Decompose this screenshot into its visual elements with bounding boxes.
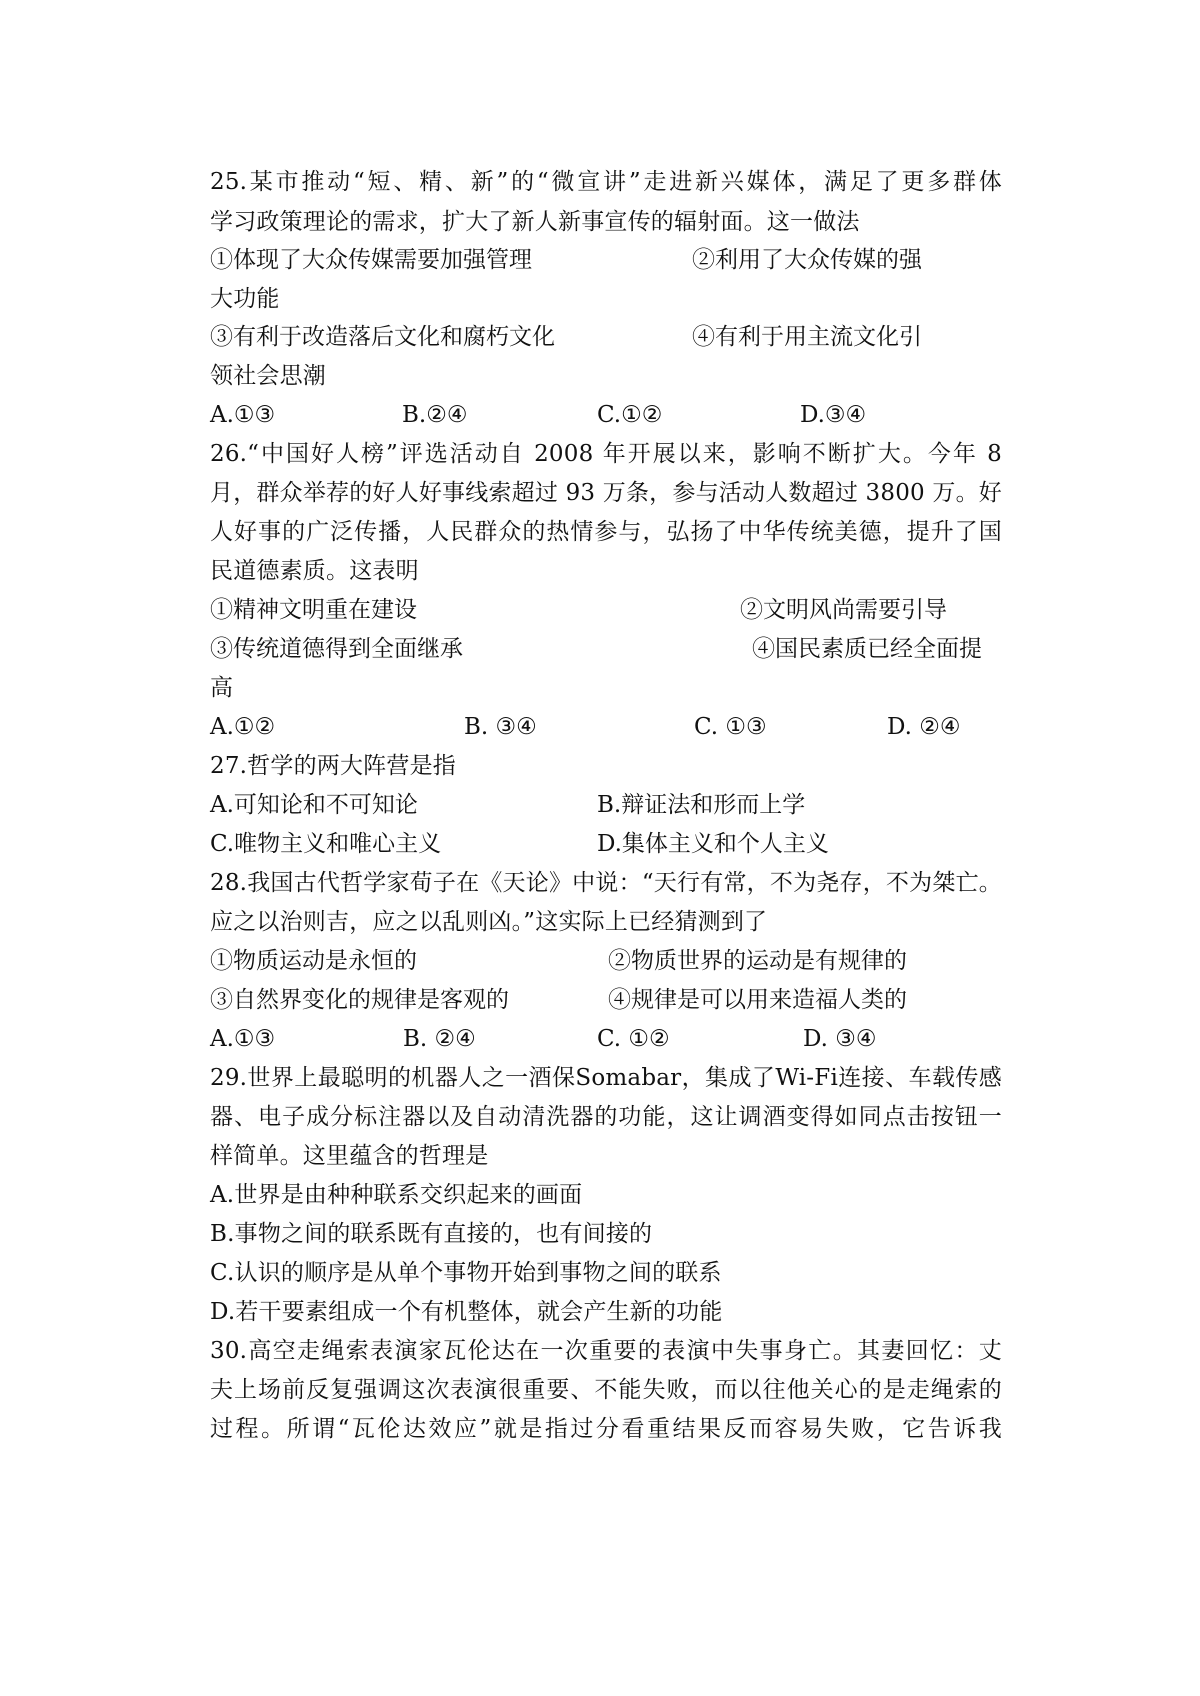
q26-stem-line-1: 26.“中国好人榜”评选活动自 2008 年开展以来，影响不断扩大。今年 8 bbox=[210, 441, 1002, 467]
q30-stem-line-2: 夫上场前反复强调这次表演很重要、不能失败，而以往他关心的是走绳索的 bbox=[210, 1377, 1002, 1403]
q25-statement-2: ②利用了大众传媒的强 bbox=[692, 247, 922, 273]
q26-option-a: A.①② bbox=[210, 714, 276, 740]
q25-statement-2-wrap: 大功能 bbox=[210, 286, 280, 312]
q29-stem-line-3: 样简单。这里蕴含的哲理是 bbox=[210, 1143, 489, 1169]
q28-statement-4: ④规律是可以用来造福人类的 bbox=[608, 987, 907, 1013]
q30-stem-line-1: 30.高空走绳索表演家瓦伦达在一次重要的表演中失事身亡。其妻回忆：丈 bbox=[210, 1338, 1002, 1364]
q27-option-a: A.可知论和不可知论 bbox=[210, 792, 418, 818]
q26-option-d: D. ②④ bbox=[887, 714, 961, 740]
q27-option-c: C.唯物主义和唯心主义 bbox=[210, 831, 442, 857]
q28-option-b: B. ②④ bbox=[403, 1026, 476, 1052]
q27-stem: 27.哲学的两大阵营是指 bbox=[210, 753, 456, 779]
q25-option-d: D.③④ bbox=[800, 402, 867, 428]
q29-option-d: D.若干要素组成一个有机整体，就会产生新的功能 bbox=[210, 1299, 723, 1325]
q26-statement-4-wrap: 高 bbox=[210, 675, 234, 701]
q26-statement-2: ②文明风尚需要引导 bbox=[740, 597, 947, 623]
q26-statement-1: ①精神文明重在建设 bbox=[210, 597, 417, 623]
q28-statement-3: ③自然界变化的规律是客观的 bbox=[210, 987, 509, 1013]
q29-stem-line-2: 器、电子成分标注器以及自动清洗器的功能，这让调酒变得如同点击按钮一 bbox=[210, 1104, 1002, 1130]
q29-stem-line-1: 29.世界上最聪明的机器人之一酒保Somabar，集成了Wi-Fi连接、车载传感 bbox=[210, 1065, 1002, 1091]
q25-stem-line-2: 学习政策理论的需求，扩大了新人新事宣传的辐射面。这一做法 bbox=[210, 209, 860, 235]
q28-statement-2: ②物质世界的运动是有规律的 bbox=[608, 948, 907, 974]
q27-option-d: D.集体主义和个人主义 bbox=[597, 831, 829, 857]
q26-statement-4: ④国民素质已经全面提 bbox=[752, 636, 982, 662]
q28-stem-line-1: 28.我国古代哲学家荀子在《天论》中说：“天行有常，不为尧存，不为桀亡。 bbox=[210, 870, 1002, 896]
q28-option-a: A.①③ bbox=[210, 1026, 276, 1052]
q29-option-a: A.世界是由种种联系交织起来的画面 bbox=[210, 1182, 583, 1208]
q28-option-d: D. ③④ bbox=[803, 1026, 877, 1052]
q25-option-b: B.②④ bbox=[402, 402, 468, 428]
q25-option-c: C.①② bbox=[597, 402, 663, 428]
q27-option-b: B.辩证法和形而上学 bbox=[597, 792, 806, 818]
q26-stem-line-3: 人好事的广泛传播，人民群众的热情参与，弘扬了中华传统美德，提升了国 bbox=[210, 519, 1002, 545]
q26-option-c: C. ①③ bbox=[694, 714, 767, 740]
q25-statement-3: ③有利于改造落后文化和腐朽文化 bbox=[210, 324, 555, 350]
q25-option-a: A.①③ bbox=[210, 402, 276, 428]
q26-stem-line-2: 月，群众举荐的好人好事线索超过 93 万条，参与活动人数超过 3800 万。好 bbox=[210, 480, 1002, 506]
q25-statement-4: ④有利于用主流文化引 bbox=[692, 324, 922, 350]
q29-option-b: B.事物之间的联系既有直接的，也有间接的 bbox=[210, 1221, 653, 1247]
q25-statement-1: ①体现了大众传媒需要加强管理 bbox=[210, 247, 532, 273]
q28-option-c: C. ①② bbox=[597, 1026, 670, 1052]
q28-statement-1: ①物质运动是永恒的 bbox=[210, 948, 417, 974]
q26-option-b: B. ③④ bbox=[464, 714, 537, 740]
q25-statement-4-wrap: 领社会思潮 bbox=[210, 363, 326, 389]
q26-statement-3: ③传统道德得到全面继承 bbox=[210, 636, 463, 662]
q25-stem-line-1: 25.某市推动“短、精、新”的“微宣讲”走进新兴媒体，满足了更多群体 bbox=[210, 169, 1002, 195]
q30-stem-line-3: 过程。所谓“瓦伦达效应”就是指过分看重结果反而容易失败，它告诉我 bbox=[210, 1416, 1002, 1442]
q29-option-c: C.认识的顺序是从单个事物开始到事物之间的联系 bbox=[210, 1260, 722, 1286]
q26-stem-line-4: 民道德素质。这表明 bbox=[210, 558, 419, 584]
q28-stem-line-2: 应之以治则吉，应之以乱则凶。”这实际上已经猜测到了 bbox=[210, 909, 768, 935]
